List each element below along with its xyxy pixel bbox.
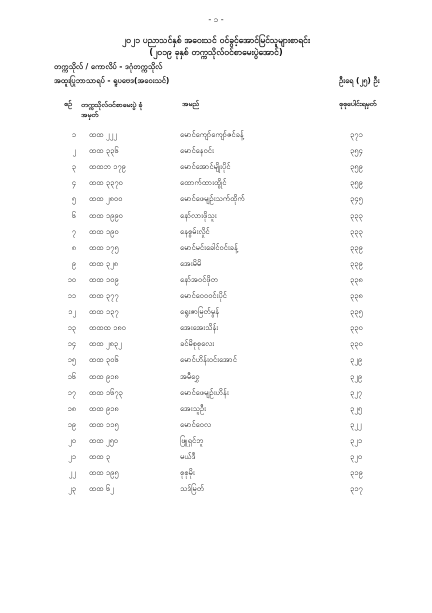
- row-name: မောင်အောင်မျိုးပိုင်: [180, 162, 231, 172]
- row-no: ၁၃: [67, 323, 76, 333]
- row-marks: ၃၃၃: [350, 226, 363, 236]
- row-name: မောင်ဝေဝဝင်းပိုင်: [180, 291, 227, 300]
- row-marks: ၃၃၃: [350, 210, 363, 220]
- row-roll-number: ထထ ၃၂၈: [89, 258, 119, 268]
- row-no: ၂: [72, 146, 76, 156]
- row-roll-number: ထထ ၁၃၇: [89, 307, 119, 317]
- row-name: မောင်ဝေလ: [180, 419, 211, 429]
- table-row: [0, 194, 432, 210]
- table-row: [0, 420, 432, 436]
- table-row: [0, 452, 432, 468]
- row-name: ခင်မိစုစုလေး: [180, 339, 215, 349]
- row-name: မောင်မင်းခေါင်ဝင်းခန့်: [180, 242, 238, 252]
- table-row: [0, 211, 432, 227]
- row-roll-number: ထထထ ၁၈၀: [89, 323, 126, 333]
- table-row: [0, 323, 432, 339]
- row-marks: ၃၂၂: [350, 419, 362, 429]
- row-marks: ၃၂၉: [350, 355, 363, 365]
- header-no: စဉ်: [64, 100, 72, 108]
- row-marks: ၃၃၅: [350, 307, 363, 317]
- row-no: ၈: [71, 242, 76, 252]
- row-name: မောင်နေဝင်း: [180, 146, 214, 156]
- row-marks: ၃၁၇: [350, 484, 363, 494]
- row-marks: ၃၁၉: [350, 468, 363, 478]
- row-roll-number: ထထ ၂၈၀၀: [89, 194, 123, 204]
- row-roll-number: ထထ ၁၉၀: [89, 226, 119, 236]
- row-marks: ၃၃၉: [350, 258, 363, 268]
- row-name: နေစွမ်းလှိုင်: [180, 226, 210, 236]
- row-name: အေးအေးသိန်း: [180, 323, 219, 333]
- table-row: [0, 355, 432, 371]
- row-marks: ၃၄၅: [350, 194, 363, 204]
- row-roll-number: ထထ ၃: [89, 452, 111, 461]
- major-line: အထူးပြုဘာသာရပ် - ရူပဗေဒ(အဝေးသင်): [54, 76, 170, 85]
- row-no: ၂၁: [68, 452, 76, 461]
- row-roll-number: ထထဘ ၁၇၉: [89, 162, 126, 172]
- row-marks: ၃၃၈: [350, 274, 363, 284]
- row-marks: ၃၃၀: [350, 339, 363, 349]
- row-marks: ၃၂၁: [350, 435, 363, 445]
- row-marks: ၃၃၈: [350, 291, 363, 300]
- row-name: အေးသူဦး: [180, 403, 206, 413]
- row-no: ၁၆: [67, 371, 76, 381]
- table-row: [0, 178, 432, 194]
- row-name: နော်အဝင်ဖိုတ: [180, 274, 218, 284]
- row-name: နော်လားဖိုသူး: [180, 210, 217, 220]
- row-roll-number: ထထ ၉၁၈: [89, 371, 119, 381]
- row-no: ၅: [71, 194, 76, 204]
- table-row: [0, 259, 432, 275]
- row-no: ၁၅: [67, 355, 76, 365]
- table-row: [0, 307, 432, 323]
- table-row: [0, 388, 432, 404]
- row-marks: ၃၇၁: [350, 130, 363, 139]
- row-roll-number: ထထ ၂၅၀: [89, 435, 119, 445]
- table-row: [0, 404, 432, 420]
- row-name: အမီဝွှေ: [180, 371, 200, 381]
- table-row: [0, 468, 432, 484]
- row-no: ၃: [71, 162, 76, 172]
- row-no: ၂၃: [68, 484, 76, 494]
- row-marks: ၃၃၉: [350, 242, 363, 252]
- row-marks: ၃၂၀: [350, 452, 363, 461]
- row-roll-number: ထထ ၃၇၇: [89, 291, 119, 300]
- row-no: ၁၀: [67, 274, 76, 284]
- row-name: မယ်ဒီ: [180, 452, 196, 461]
- row-no: ၉: [71, 258, 76, 268]
- row-no: ၂၀: [68, 435, 76, 445]
- row-marks: ၃၂၉: [350, 371, 363, 381]
- row-no: ၄: [71, 178, 76, 188]
- row-name: သဒ်မြတ်: [180, 484, 205, 494]
- row-roll-number: ထထ ၃၃၇၀: [89, 178, 123, 188]
- row-roll-number: ထထ ၆၂: [89, 484, 114, 494]
- table-row: [0, 243, 432, 259]
- row-name: မောင်ဖေမျဉ်းသက်ထိုက်: [180, 194, 245, 204]
- document-title: ၂၀၂၁ ပညာသင်နှစ် အဝေးသင် ဝင်ခွင့်အောင်မြင်သူများစာရင်း: [121, 36, 311, 46]
- row-no: ၆: [71, 210, 76, 220]
- row-roll-number: ထထ ၉၁၈: [89, 403, 119, 413]
- row-roll-number: ထထ ၂၂၂: [89, 130, 117, 139]
- row-marks: ၃၅၄: [350, 146, 363, 156]
- header-roll: တက္ကသိုလ်ဝင်စာမေးပွဲ ခုံအမှတ်: [81, 101, 143, 119]
- row-marks: ၃၂၇: [350, 387, 363, 397]
- row-marks: ၃၅၉: [350, 162, 363, 172]
- row-name: ထောက်ထားထွိုင်: [180, 178, 227, 188]
- document-subtitle: (၂၀၁၉ ခုနှစ် တက္ကသိုလ်ဝင်စာမေးပွဲအောင်): [149, 48, 283, 58]
- row-roll-number: ထထ ၂၈၃၂: [89, 339, 122, 349]
- table-row: [0, 130, 432, 146]
- header-name: အမည်: [182, 100, 200, 108]
- row-no: ၁၂: [68, 307, 76, 317]
- row-no: ၁၁: [67, 291, 76, 300]
- table-row: [0, 275, 432, 291]
- row-no: ၁၇: [67, 387, 76, 397]
- row-roll-number: ထထ ၁၉၅: [89, 468, 119, 478]
- row-name: မောင်ကျော်ကျော်ဇင်ခန့်: [180, 130, 244, 139]
- row-marks: ၃၃၀: [350, 323, 363, 333]
- table-row: [0, 436, 432, 452]
- row-roll-number: ထထ ၁၆၇၃: [89, 387, 123, 397]
- total-count: ဦးရေ (၂၅) ဦး: [339, 76, 380, 85]
- table-row: [0, 339, 432, 355]
- row-roll-number: ထထ ၁၇၅: [89, 242, 119, 252]
- row-roll-number: ထထ ၃၃၆: [89, 146, 119, 156]
- row-no: ၂၂: [68, 468, 76, 478]
- row-marks: ၃၅၉: [350, 178, 363, 188]
- row-name: မောင်ဖေမျဉ်းဟိန်း: [180, 387, 229, 397]
- row-name: စုစုမိုး: [180, 468, 195, 478]
- table-row: [0, 372, 432, 388]
- row-roll-number: ထထ ၃၀၆: [89, 355, 119, 365]
- row-marks: ၃၂၅: [350, 403, 363, 413]
- row-name: မောင်ဟိန်းဝင်းအောင်: [180, 355, 237, 365]
- row-no: ၁၄: [67, 339, 76, 349]
- university-line: တက္ကသိုလ် / ကောလိပ် - ဒဂုံတက္ကသိုလ်: [54, 62, 163, 71]
- page-number: - ၁ -: [208, 15, 224, 24]
- table-row: [0, 146, 432, 162]
- row-no: ၁၉: [67, 419, 76, 429]
- row-no: ၁: [71, 130, 76, 139]
- row-roll-number: ထထ ၁၀၉: [89, 274, 119, 284]
- row-no: ၇: [71, 226, 76, 236]
- row-name: ဖြူရှင်ဘူ: [180, 435, 204, 445]
- row-no: ၁၈: [67, 403, 76, 413]
- table-row: [0, 162, 432, 178]
- table-row: [0, 227, 432, 243]
- row-roll-number: ထထ ၁၁၅: [89, 419, 119, 429]
- row-roll-number: ထထ ၁၉၉၀: [89, 210, 123, 220]
- header-marks: စုစုပေါင်းရမှတ်: [339, 100, 377, 108]
- table-row: [0, 291, 432, 307]
- row-name: အေးမိမိ: [180, 258, 202, 268]
- row-name: ရွေးဇာမြတ်မွန်: [180, 307, 219, 317]
- table-row: [0, 484, 432, 500]
